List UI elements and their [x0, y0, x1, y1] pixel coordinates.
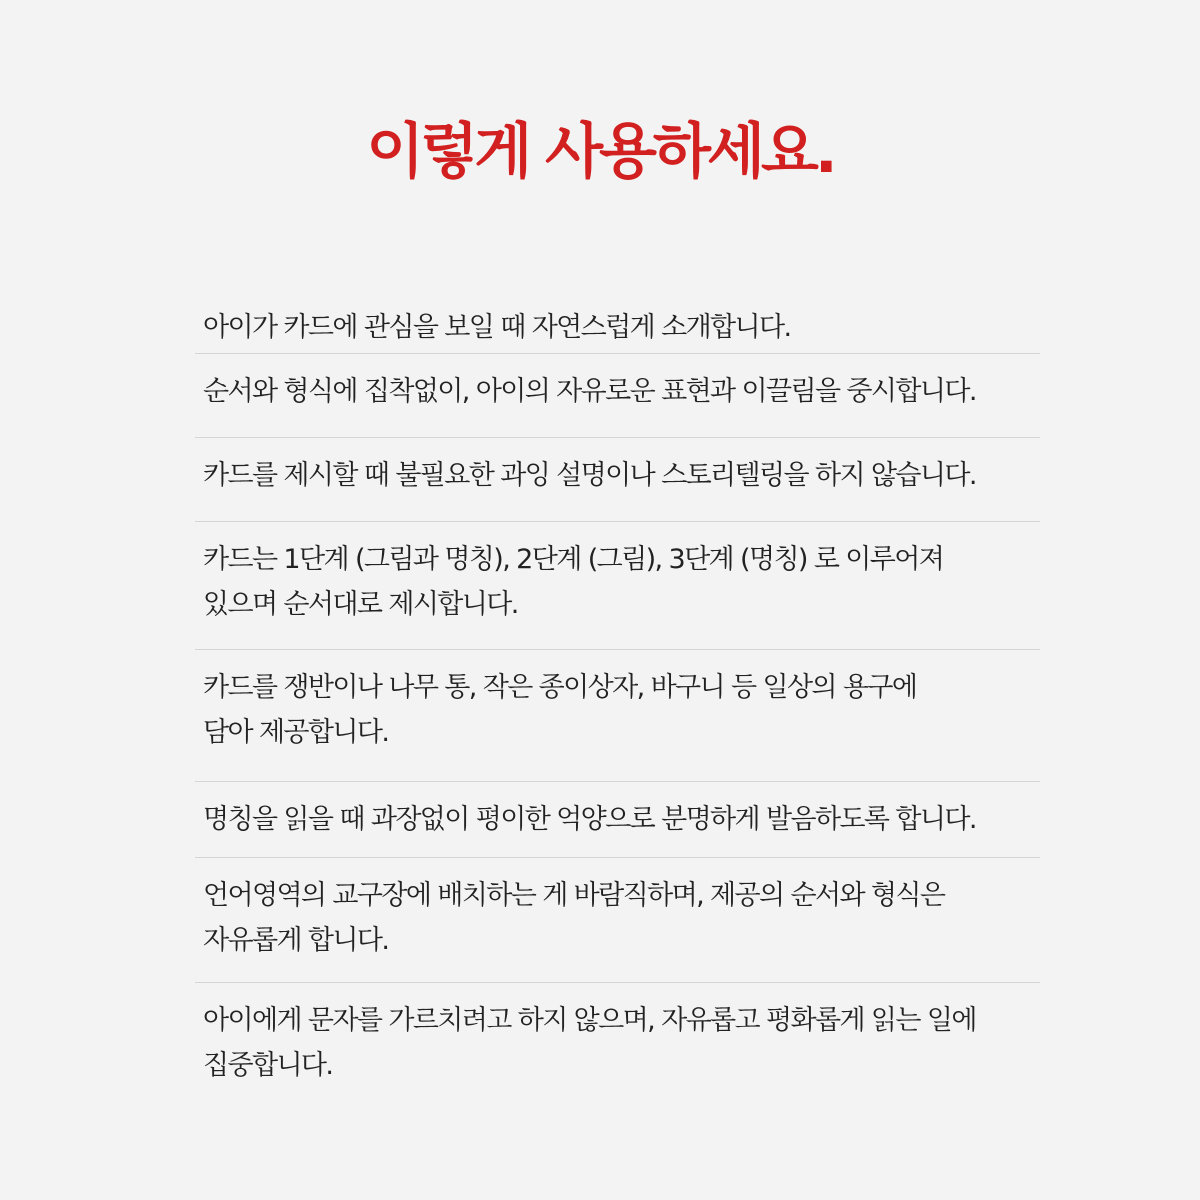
guideline-text: 있으며 순서대로 제시합니다.	[203, 589, 518, 620]
guideline-item	[195, 522, 1040, 650]
guideline-item	[195, 983, 1040, 1103]
guideline-item	[195, 782, 1040, 858]
guideline-item	[195, 290, 1040, 354]
guideline-item	[195, 858, 1040, 983]
guideline-text: 아이가 카드에 관심을 보일 때 자연스럽게 소개합니다.	[203, 312, 791, 343]
guideline-text: 카드를 제시할 때 불필요한 과잉 설명이나 스토리텔링을 하지 않습니다.	[203, 460, 976, 491]
guideline-item	[195, 650, 1040, 782]
guideline-text: 언어영역의 교구장에 배치하는 게 바람직하며, 제공의 순서와 형식은	[203, 880, 945, 911]
guideline-text: 자유롭게 합니다.	[203, 925, 389, 956]
page-title: 이렇게 사용하세요.	[366, 117, 834, 187]
guideline-text: 집중합니다.	[203, 1050, 333, 1081]
guideline-item	[195, 438, 1040, 522]
guideline-text: 명칭을 읽을 때 과장없이 평이한 억양으로 분명하게 발음하도록 합니다.	[203, 804, 976, 835]
guideline-text: 카드를 쟁반이나 나무 통, 작은 종이상자, 바구니 등 일상의 용구에	[203, 672, 917, 703]
guideline-text: 담아 제공합니다.	[203, 717, 389, 748]
guideline-text: 아이에게 문자를 가르치려고 하지 않으며, 자유롭고 평화롭게 읽는 일에	[203, 1005, 976, 1036]
guideline-item	[195, 354, 1040, 438]
guideline-text: 순서와 형식에 집착없이, 아이의 자유로운 표현과 이끌림을 중시합니다.	[203, 376, 976, 407]
guideline-list	[195, 290, 1040, 1103]
guideline-text: 카드는 1단계 (그림과 명칭), 2단계 (그림), 3단계 (명칭) 로 이루어져	[203, 544, 944, 575]
